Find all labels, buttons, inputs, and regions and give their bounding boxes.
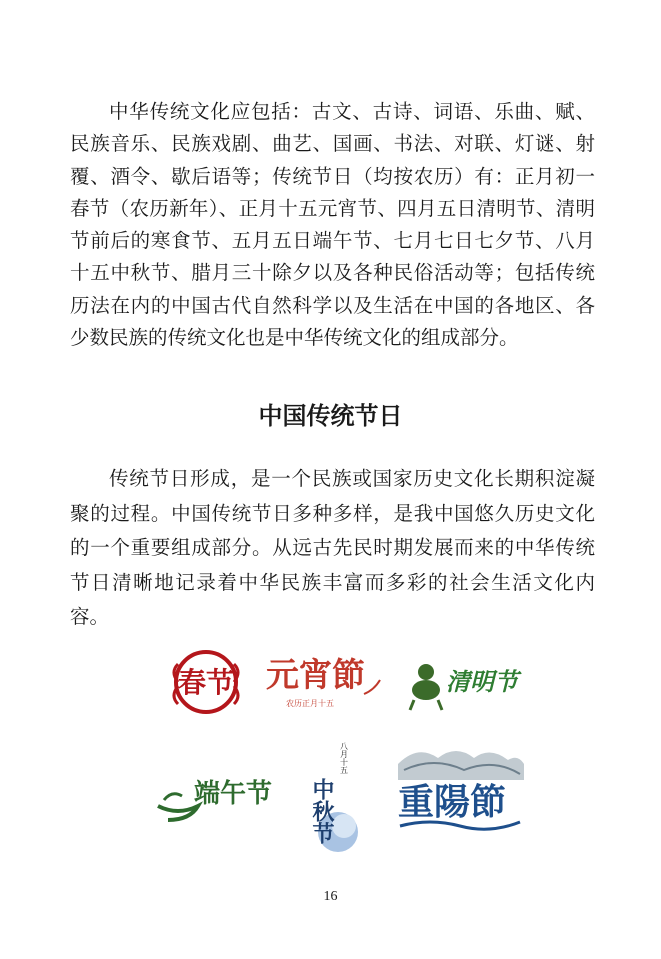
qingming-logo-text: 清明节 <box>446 667 518 696</box>
spring-festival-logo <box>168 646 244 718</box>
double-ninth-logo-text: 重陽節 <box>398 781 507 823</box>
festival-logos-illustration <box>140 632 540 868</box>
lantern-logo-subtext: 农历正月十五 <box>286 699 334 708</box>
dragon-boat-logo-text: 端午节 <box>194 779 273 809</box>
dragon-boat-festival-logo <box>154 772 294 826</box>
lantern-logo-text: 元宵節 <box>266 655 365 694</box>
lantern-festival-logo <box>264 644 386 714</box>
section-heading: 中国传统节日 <box>258 402 403 430</box>
mid-autumn-logo-text: 中秋节 <box>309 778 335 844</box>
festival-paragraph: 传统节日形成，是一个民族或国家历史文化长期积淀凝聚的过程。中国传统节日多种多样，是我中国悠久历史文化的一个重要组成部分。从远古先民时期发展而来的中华传统节日清晰地记录着中华民族丰富而多彩的社会生活文化内容。 <box>70 467 595 628</box>
intro-paragraph: 中华传统文化应包括：古文、古诗、词语、乐曲、赋、民族音乐、民族戏剧、曲艺、国画、书法、对联、灯谜、射覆、酒令、歇后语等；传统节日（均按农历）有：正月初一春节（农历新年）、正月十五元宵节、四月五日清明节、清明节前后的寒食节、五月五日端午节、七月七日七夕节、八月十五中秋节、腊月三十除夕以及各种民俗活动等；包括传统历法在内的中国古代自然科学以及生活在中国的各地区、各少数民族的传统文化也是中华传统文化的组成部分。 <box>70 100 595 350</box>
page-number: 16 <box>323 889 338 904</box>
spring-logo-text: 春节 <box>177 666 235 699</box>
mid-autumn-festival-logo <box>304 728 366 858</box>
double-ninth-festival-logo <box>394 740 526 836</box>
mid-autumn-vertical-text: 八月十五 <box>339 742 349 774</box>
qingming-festival-logo <box>406 652 526 712</box>
